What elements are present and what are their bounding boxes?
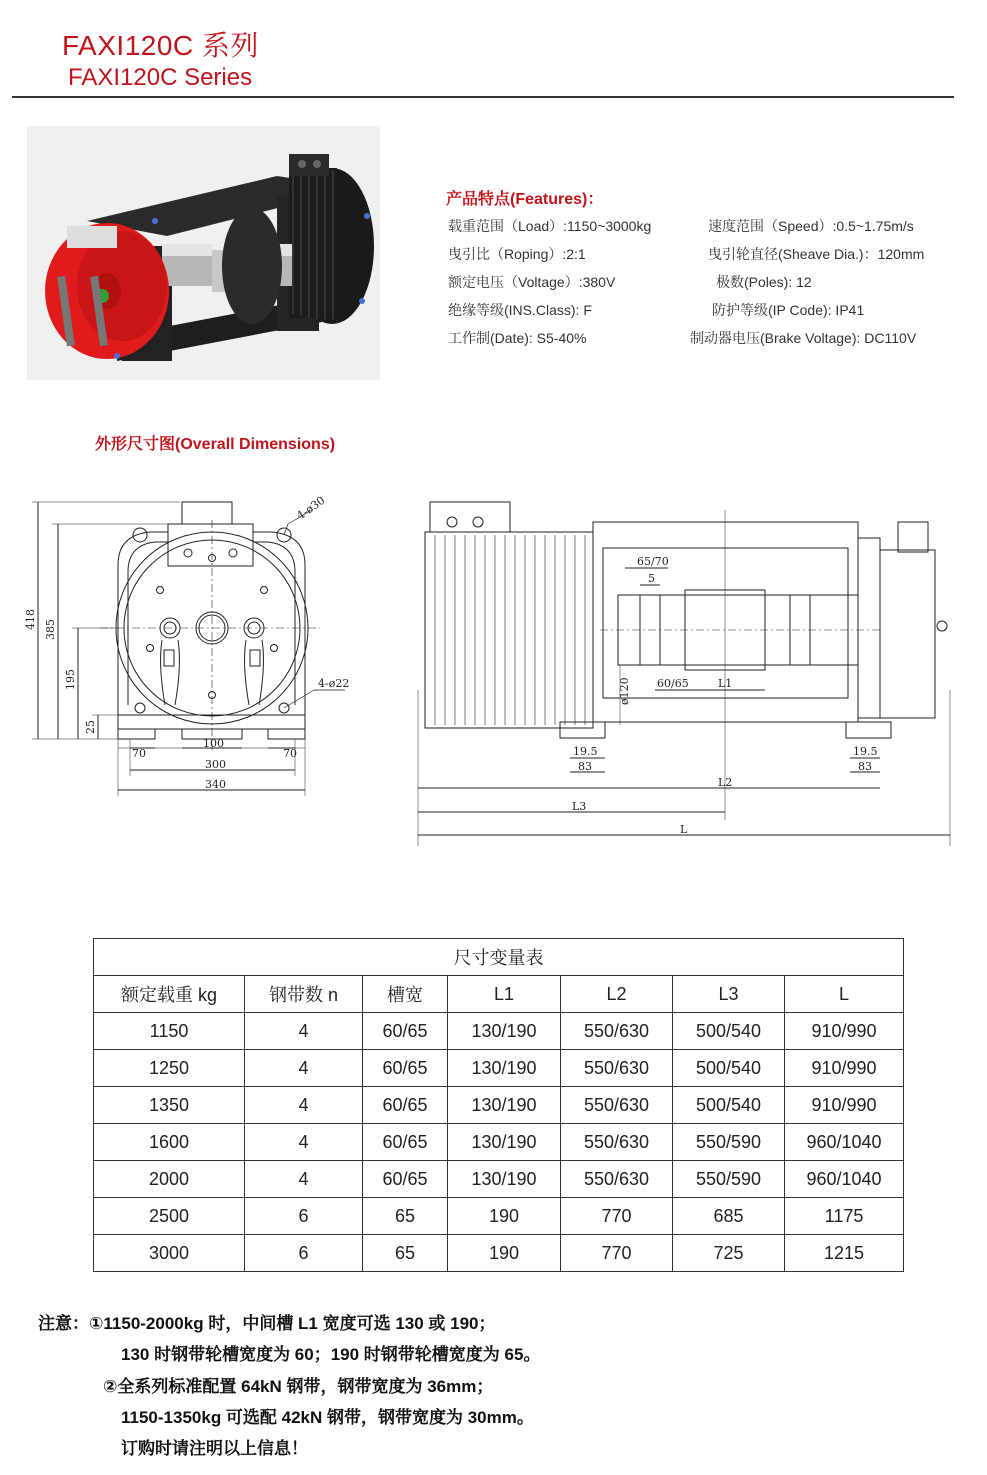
- cell-l2: 770: [561, 1235, 673, 1272]
- cell-l1: 130/190: [448, 1087, 561, 1124]
- cell-l2: 550/630: [561, 1013, 673, 1050]
- table-header-row: [94, 976, 904, 1013]
- cell-l3: 550/590: [673, 1124, 785, 1161]
- header-l2: L2: [561, 976, 673, 1013]
- cell-groove: 60/65: [363, 1124, 448, 1161]
- cell-l2: 550/630: [561, 1087, 673, 1124]
- side-label-60-65: 60/65: [657, 677, 689, 690]
- dimensions-heading: 外形尺寸图(Overall Dimensions): [95, 436, 336, 453]
- cell-l: 960/1040: [785, 1124, 904, 1161]
- cell-load: 2000: [94, 1161, 245, 1198]
- header-divider: [12, 96, 954, 98]
- front-label-385: 385: [44, 619, 57, 640]
- feature-load: 载重范围（Load）:1150~3000kg: [448, 218, 652, 234]
- side-label-5: 5: [648, 572, 655, 585]
- feature-roping: 曳引比（Roping）:2:1: [448, 246, 586, 262]
- product-photo: [27, 126, 380, 380]
- side-label-l2: L2: [718, 776, 733, 789]
- side-view: [418, 502, 950, 846]
- table-row: [94, 1013, 904, 1050]
- cell-load: 1600: [94, 1124, 245, 1161]
- cell-load: 1350: [94, 1087, 245, 1124]
- cell-l3: 500/540: [673, 1050, 785, 1087]
- feature-ip-code: 防护等级(IP Code): IP41: [712, 302, 865, 318]
- cell-l1: 130/190: [448, 1161, 561, 1198]
- cell-l3: 685: [673, 1198, 785, 1235]
- dimension-table: [93, 938, 904, 1272]
- table-row: [94, 1161, 904, 1198]
- header-belt-count: 钢带数 n: [245, 976, 363, 1013]
- cell-load: 1250: [94, 1050, 245, 1087]
- drawing-svg: [0, 490, 987, 860]
- table-row: [94, 1050, 904, 1087]
- side-label-l: L: [680, 823, 688, 836]
- feature-duty: 工作制(Date): S5-40%: [448, 330, 587, 346]
- front-label-70-left: 70: [132, 747, 146, 760]
- cell-groove: 60/65: [363, 1161, 448, 1198]
- cell-belts: 4: [245, 1161, 363, 1198]
- cell-l2: 770: [561, 1198, 673, 1235]
- front-label-25: 25: [84, 720, 97, 734]
- table-row: [94, 1235, 904, 1272]
- side-label-83-right: 83: [858, 760, 872, 773]
- cell-groove: 60/65: [363, 1050, 448, 1087]
- cell-l2: 550/630: [561, 1161, 673, 1198]
- side-label-dia120: ø120: [618, 677, 631, 705]
- front-label-holes-bottom: 4-ø22: [318, 677, 350, 690]
- cell-belts: 6: [245, 1198, 363, 1235]
- cell-groove: 65: [363, 1198, 448, 1235]
- page-title-cn: FAXI120C 系列: [62, 30, 259, 61]
- front-view: [32, 502, 345, 796]
- traction-machine-illustration: [27, 126, 380, 380]
- cell-load: 2500: [94, 1198, 245, 1235]
- cell-belts: 6: [245, 1235, 363, 1272]
- table-row: [94, 1124, 904, 1161]
- cell-l1: 190: [448, 1198, 561, 1235]
- dimension-drawings: [0, 490, 987, 860]
- front-label-340: 340: [205, 778, 226, 791]
- feature-ins-class: 绝缘等级(INS.Class): F: [448, 302, 592, 318]
- cell-l3: 725: [673, 1235, 785, 1272]
- table-row: [94, 1087, 904, 1124]
- cell-load: 1150: [94, 1013, 245, 1050]
- cell-l3: 500/540: [673, 1013, 785, 1050]
- feature-sheave-dia: 曳引轮直径(Sheave Dia.)：120mm: [708, 246, 925, 262]
- feature-speed: 速度范围（Speed）:0.5~1.75m/s: [708, 218, 914, 234]
- features-heading: 产品特点(Features)：: [446, 191, 604, 208]
- side-label-19-5-left: 19.5: [573, 745, 598, 758]
- cell-l: 910/990: [785, 1013, 904, 1050]
- header-groove-width: 槽宽: [363, 976, 448, 1013]
- cell-belts: 4: [245, 1050, 363, 1087]
- cell-belts: 4: [245, 1124, 363, 1161]
- note-line-3: ②全系列标准配置 64kN 钢带，钢带宽度为 36mm；: [103, 1377, 494, 1396]
- header-l3: L3: [673, 976, 785, 1013]
- note-line-2: 130 时钢带轮槽宽度为 60；190 时钢带轮槽宽度为 65。: [121, 1345, 541, 1364]
- front-label-70-right: 70: [283, 747, 297, 760]
- cell-l: 960/1040: [785, 1161, 904, 1198]
- table-row: [94, 1198, 904, 1235]
- front-label-300: 300: [205, 758, 226, 771]
- cell-groove: 60/65: [363, 1013, 448, 1050]
- note-line-5: 订购时请注明以上信息！: [121, 1439, 308, 1458]
- front-label-418: 418: [24, 609, 37, 630]
- front-label-holes-top: 4-ø30: [294, 493, 328, 523]
- side-label-83-left: 83: [578, 760, 592, 773]
- cell-l3: 500/540: [673, 1087, 785, 1124]
- note-line-1: 注意：①1150-2000kg 时，中间槽 L1 宽度可选 130 或 190；: [38, 1314, 496, 1333]
- side-label-l3: L3: [572, 800, 587, 813]
- feature-voltage: 额定电压（Voltage）:380V: [448, 274, 616, 290]
- table-caption: 尺寸变量表: [94, 939, 904, 976]
- cell-l1: 130/190: [448, 1124, 561, 1161]
- cell-l1: 130/190: [448, 1013, 561, 1050]
- cell-l2: 550/630: [561, 1124, 673, 1161]
- feature-brake-voltage: 制动器电压(Brake Voltage): DC110V: [690, 330, 917, 346]
- front-label-195: 195: [64, 669, 77, 690]
- cell-groove: 65: [363, 1235, 448, 1272]
- header-l1: L1: [448, 976, 561, 1013]
- front-labels: [24, 494, 349, 791]
- front-label-100: 100: [203, 737, 224, 750]
- cell-l: 910/990: [785, 1087, 904, 1124]
- side-label-l1: L1: [718, 677, 733, 690]
- cell-load: 3000: [94, 1235, 245, 1272]
- cell-belts: 4: [245, 1087, 363, 1124]
- header-l: L: [785, 976, 904, 1013]
- cell-l3: 550/590: [673, 1161, 785, 1198]
- header-rated-load: 额定载重 kg: [94, 976, 245, 1013]
- cell-l2: 550/630: [561, 1050, 673, 1087]
- cell-groove: 60/65: [363, 1087, 448, 1124]
- side-label-65-70: 65/70: [637, 555, 669, 568]
- feature-poles: 极数(Poles): 12: [716, 274, 812, 290]
- note-line-4: 1150-1350kg 可选配 42kN 钢带，钢带宽度为 30mm。: [121, 1408, 534, 1427]
- cell-l: 1175: [785, 1198, 904, 1235]
- cell-l: 910/990: [785, 1050, 904, 1087]
- page-title-en: FAXI120C Series: [68, 64, 253, 91]
- cell-l1: 130/190: [448, 1050, 561, 1087]
- cell-l1: 190: [448, 1235, 561, 1272]
- side-label-19-5-right: 19.5: [853, 745, 878, 758]
- cell-l: 1215: [785, 1235, 904, 1272]
- cell-belts: 4: [245, 1013, 363, 1050]
